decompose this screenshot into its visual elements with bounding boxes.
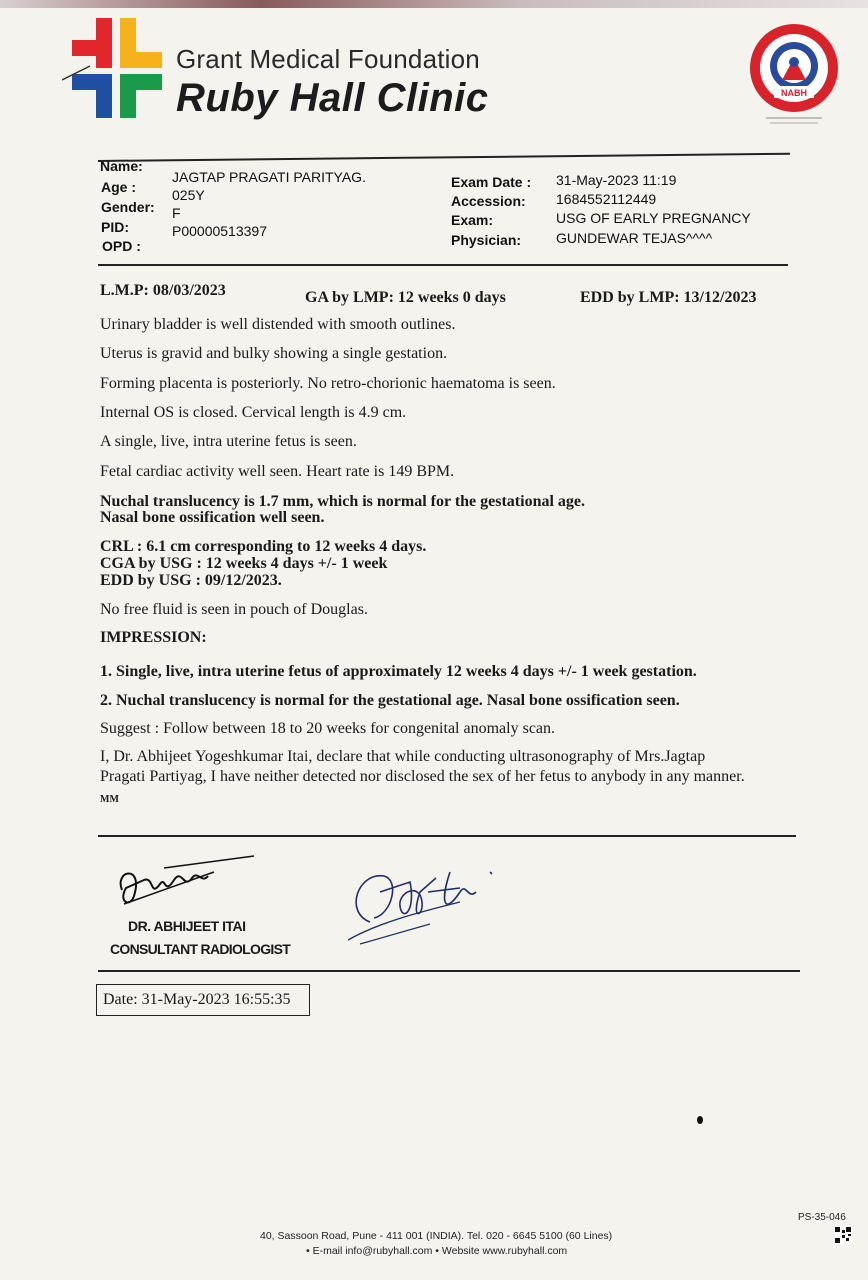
age-label: Age : (101, 179, 136, 195)
accession-number: 1684552112449 (556, 191, 657, 207)
patient-bottom-rule (98, 264, 788, 266)
gender-label: Gender: (101, 199, 155, 215)
finding-line: Urinary bladder is well distended with smooth outlines. (100, 316, 456, 333)
patient-gender: F (172, 205, 181, 221)
clinic-name: Ruby Hall Clinic (176, 76, 489, 120)
report-date: Date: 31-May-2023 16:55:35 (96, 984, 310, 1016)
edd-by-lmp: EDD by LMP: 13/12/2023 (580, 289, 757, 306)
footer-contact: • E-mail info@rubyhall.com • Website www.rubyhall.com (306, 1245, 568, 1257)
footer-address: 40, Sassoon Road, Pune - 411 001 (INDIA). Tel. 020 - 6645 5100 (60 Lines) (260, 1230, 613, 1242)
signature-bottom-rule (98, 970, 800, 972)
exam-date: 31-May-2023 11:19 (556, 172, 677, 188)
exam-label: Exam: (451, 212, 494, 228)
org-name: Grant Medical Foundation (176, 44, 480, 74)
typist-initials: MM (100, 794, 119, 805)
handwritten-signature (340, 852, 510, 952)
declaration-line: Pragati Partiyag, I have neither detected nor disclosed the sex of her fetus to anybody in any manner. (100, 768, 745, 785)
impression-item: 1. Single, live, intra uterine fetus of approximately 12 weeks 4 days +/- 1 week gestation. (100, 663, 697, 680)
qr-code-icon (834, 1226, 852, 1244)
finding-line: Forming placenta is posteriorly. No retro-chorionic haematoma is seen. (100, 375, 556, 392)
exam-date-label: Exam Date : (451, 174, 532, 190)
free-fluid-line: No free fluid is seen in pouch of Douglas. (100, 601, 368, 618)
declaration-line: I, Dr. Abhijeet Yogeshkumar Itai, declare that while conducting ultrasonography of Mrs.Jagtap (100, 748, 706, 765)
nabh-seal-icon (746, 18, 842, 128)
patient-pid: P00000513397 (172, 223, 267, 239)
finding-line: Uterus is gravid and bulky showing a single gestation. (100, 345, 448, 362)
doctor-signature-stamp (104, 850, 274, 922)
patient-top-rule (98, 153, 790, 162)
crl-line: CRL : 6.1 cm corresponding to 12 weeks 4 days. (100, 538, 427, 555)
finding-line: Fetal cardiac activity well seen. Heart rate is 149 BPM. (100, 463, 455, 480)
exam-name: USG OF EARLY PREGNANCY (556, 210, 751, 226)
ruby-hall-logo-icon (62, 16, 172, 120)
name-label: Name: (100, 158, 143, 174)
pid-label: PID: (101, 219, 129, 235)
finding-line: A single, live, intra uterine fetus is seen. (100, 433, 357, 450)
signature-top-rule (98, 835, 796, 837)
physician-name: GUNDEWAR TEJAS^^^^ (556, 230, 713, 246)
form-code: PS-35-046 (798, 1212, 846, 1223)
patient-age: 025Y (172, 187, 205, 203)
patient-name: JAGTAP PRAGATI PARITYAG. (172, 169, 366, 185)
opd-label: OPD : (102, 238, 141, 254)
edd-usg-line: EDD by USG : 09/12/2023. (100, 572, 282, 589)
ink-mark (697, 1116, 703, 1124)
cga-line: CGA by USG : 12 weeks 4 days +/- 1 week (100, 555, 388, 572)
nasal-bone-line: Nasal bone ossification well seen. (100, 509, 325, 526)
finding-line: Internal OS is closed. Cervical length is 4.9 cm. (100, 404, 407, 421)
doctor-name: DR. ABHIJEET ITAI (128, 918, 246, 934)
doctor-title: CONSULTANT RADIOLOGIST (110, 941, 291, 957)
impression-item: 2. Nuchal translucency is normal for the gestational age. Nasal bone ossification seen. (100, 692, 680, 709)
physician-label: Physician: (451, 232, 522, 248)
suggest-line: Suggest : Follow between 18 to 20 weeks for congenital anomaly scan. (100, 720, 556, 737)
accession-label: Accession: (451, 193, 526, 209)
page-top-edge (0, 0, 868, 8)
lmp-date: L.M.P: 08/03/2023 (100, 282, 226, 299)
impression-heading: IMPRESSION: (100, 629, 207, 646)
ga-by-lmp: GA by LMP: 12 weeks 0 days (305, 289, 506, 306)
nabh-label: NABH (781, 88, 807, 98)
nuchal-line: Nuchal translucency is 1.7 mm, which is normal for the gestational age. (100, 493, 586, 510)
